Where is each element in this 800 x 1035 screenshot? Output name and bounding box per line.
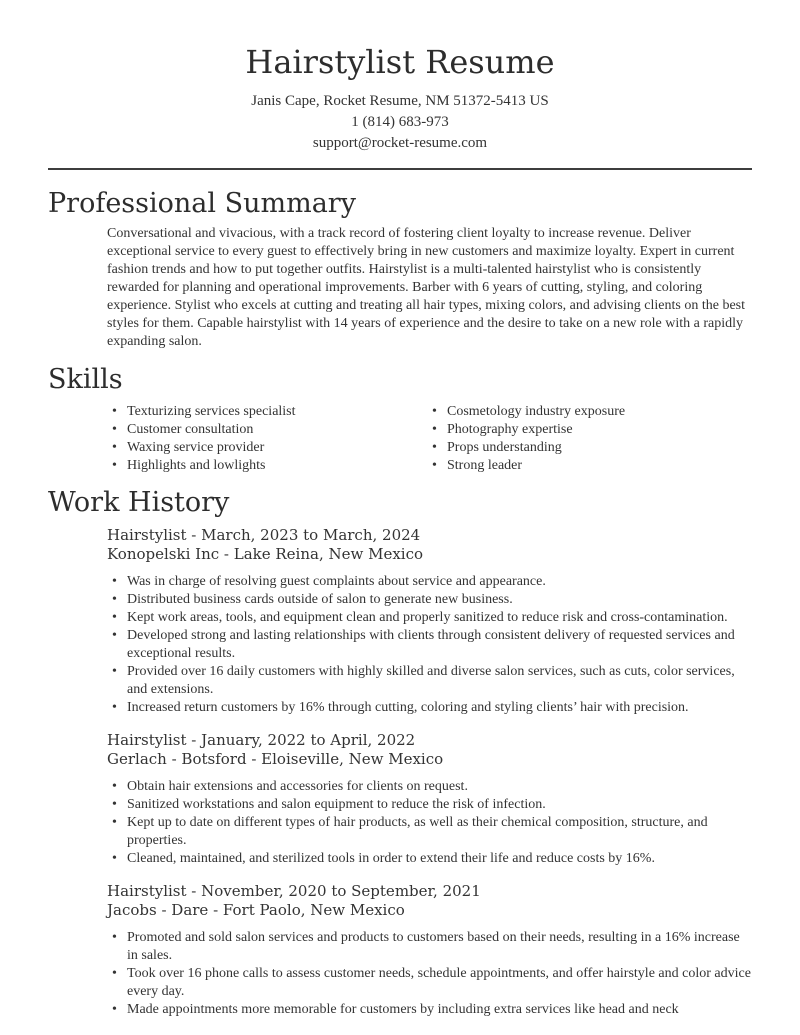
job-bullet: • Took over 16 phone calls to assess customer needs, schedule appointments, and offer hairstyle and color advice every day. — [107, 965, 752, 1001]
job-company-line: Jacobs - Dare - Fort Paolo, New Mexico — [107, 900, 405, 919]
job-entry — [107, 526, 752, 717]
resume-header — [48, 44, 752, 154]
job-title-line: Hairstylist - November, 2020 to September, 2021 — [107, 881, 481, 900]
section-work-history — [48, 487, 752, 1019]
job-bullet: • Sanitized workstations and salon equipment to reduce the risk of infection. — [107, 796, 752, 814]
page-title: Hairstylist Resume — [245, 43, 555, 81]
job-company-line: Konopelski Inc - Lake Reina, New Mexico — [107, 544, 424, 563]
skill-item: • Props understanding — [427, 439, 752, 457]
work-history-heading: Work History — [48, 486, 230, 518]
job-header — [107, 526, 747, 564]
job-bullet-list — [107, 929, 752, 1019]
summary-heading: Professional Summary — [48, 187, 356, 219]
summary-paragraph: Conversational and vivacious, with a track record of fostering client loyalty to increase revenue. Deliver exceptional service to every guest to effectively bring in new customers and maximize loyalty. Expert in current fashion trends and how to put together outfits. Hairstylist is a multi-talented hairstylist who is consistently rewarded for planning and operational improvements. Barber with 6 years of cutting, styling, and coloring experience. Stylist who excels at cutting and treating all hair types, mixing colors, and advising clients on the best styles for them. Capable hairstylist with 14 years of experience and the desire to take on a new role with a rapidly expanding salon. — [107, 225, 746, 349]
job-bullet: • Kept up to date on different types of hair products, as well as their chemical composition, structure, and properties. — [107, 814, 752, 850]
job-bullet: • Was in charge of resolving guest complaints about service and appearance. — [107, 573, 752, 591]
contact-phone: 1 (814) 683-973 — [351, 113, 449, 130]
skill-item: • Texturizing services specialist — [107, 403, 427, 421]
job-bullet-list — [107, 778, 752, 868]
skill-item: • Waxing service provider — [107, 439, 427, 457]
job-bullet: • Kept work areas, tools, and equipment clean and properly sanitized to reduce risk and cross-contamination. — [107, 609, 752, 627]
job-bullet: • Increased return customers by 16% through cutting, coloring and styling clients’ hair with precision. — [107, 699, 752, 717]
skill-item: • Cosmetology industry exposure — [427, 403, 752, 421]
job-title-line: Hairstylist - January, 2022 to April, 2022 — [107, 730, 416, 749]
job-bullet: • Obtain hair extensions and accessories for clients on request. — [107, 778, 752, 796]
job-header — [107, 731, 747, 769]
skills-columns — [107, 403, 752, 475]
skill-item: • Strong leader — [427, 457, 752, 475]
contact-address: Janis Cape, Rocket Resume, NM 51372-5413 US — [251, 92, 549, 109]
header-divider — [48, 168, 752, 170]
section-skills — [48, 364, 752, 475]
job-bullet-list — [107, 573, 752, 717]
job-bullet: • Promoted and sold salon services and products to customers based on their needs, resulting in a 16% increase in sales. — [107, 929, 752, 965]
job-bullet: • Distributed business cards outside of salon to generate new business. — [107, 591, 752, 609]
skills-list-right — [427, 403, 752, 475]
job-bullet: • Made appointments more memorable for customers by including extra services like head and neck — [107, 1001, 752, 1019]
job-bullet: • Cleaned, maintained, and sterilized tools in order to extend their life and reduce costs by 16%. — [107, 850, 752, 868]
job-company-line: Gerlach - Botsford - Eloiseville, New Mexico — [107, 749, 444, 768]
section-professional-summary — [48, 188, 752, 351]
job-bullet: • Provided over 16 daily customers with highly skilled and diverse salon services, such as cuts, color services, and extensions. — [107, 663, 752, 699]
job-bullet: • Developed strong and lasting relationships with clients through consistent delivery of requested services and exceptional results. — [107, 627, 752, 663]
skill-item: • Highlights and lowlights — [107, 457, 427, 475]
skills-heading: Skills — [48, 363, 123, 395]
job-entry — [107, 731, 752, 868]
contact-email: support@rocket-resume.com — [312, 134, 488, 151]
skills-list-left — [107, 403, 427, 475]
job-header — [107, 882, 747, 920]
contact-block — [48, 91, 752, 154]
job-entry — [107, 882, 752, 1019]
job-title-line: Hairstylist - March, 2023 to March, 2024 — [107, 525, 421, 544]
skill-item: • Customer consultation — [107, 421, 427, 439]
skill-item: • Photography expertise — [427, 421, 752, 439]
